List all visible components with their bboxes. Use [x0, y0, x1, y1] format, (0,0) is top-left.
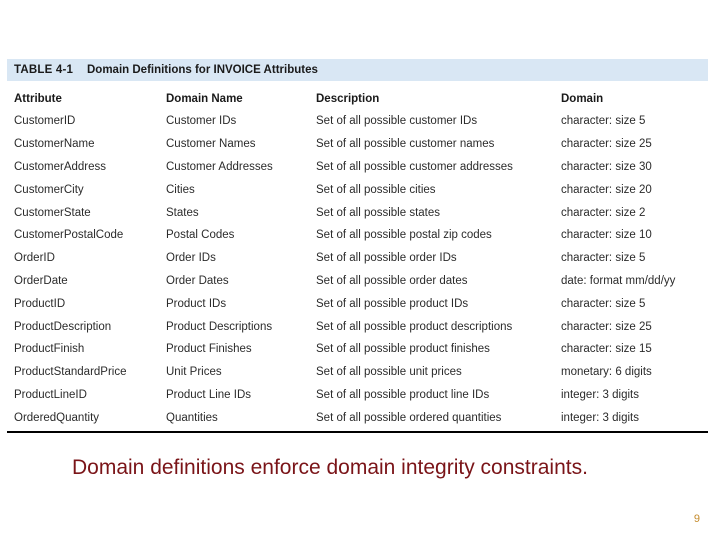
attribute-cell: ProductDescription — [14, 320, 112, 333]
domain-cell: character: size 15 — [561, 343, 652, 356]
table-row — [7, 338, 708, 361]
description-cell: Set of all possible states — [316, 206, 441, 219]
domain-cell: character: size 25 — [561, 320, 652, 333]
domain-name-cell: Customer Names — [166, 138, 256, 151]
description-cell: Set of all possible order dates — [316, 274, 468, 287]
domain-cell: monetary: 6 digits — [561, 366, 652, 379]
description-cell: Set of all possible product line IDs — [316, 388, 490, 401]
domain-name-cell: Order IDs — [166, 252, 216, 265]
table-row — [7, 110, 708, 133]
domain-name-cell: Product Descriptions — [166, 320, 273, 333]
domain-cell: character: size 5 — [561, 115, 646, 128]
domain-cell: character: size 5 — [561, 252, 646, 265]
attribute-cell: ProductLineID — [14, 388, 87, 401]
attribute-cell: CustomerName — [14, 138, 95, 151]
attribute-cell: OrderedQuantity — [14, 411, 100, 424]
attribute-cell: CustomerCity — [14, 183, 84, 196]
description-cell: Set of all possible product descriptions — [316, 320, 513, 333]
header-attribute: Attribute — [14, 93, 62, 105]
table-body — [7, 110, 708, 429]
description-cell: Set of all possible ordered quantities — [316, 411, 502, 424]
table-row — [7, 201, 708, 224]
attribute-cell: OrderID — [14, 252, 55, 265]
description-cell: Set of all possible postal zip codes — [316, 229, 492, 242]
table-number: TABLE 4-1 — [14, 64, 74, 76]
table-row — [7, 224, 708, 247]
table-row — [7, 247, 708, 270]
domain-name-cell: Cities — [166, 183, 195, 196]
description-cell: Set of all possible product IDs — [316, 297, 469, 310]
domain-name-cell: States — [166, 206, 199, 219]
description-cell: Set of all possible order IDs — [316, 252, 457, 265]
description-cell: Set of all possible customer IDs — [316, 115, 478, 128]
attribute-cell: CustomerState — [14, 206, 91, 219]
description-cell: Set of all possible product finishes — [316, 343, 490, 356]
slide-caption: Domain definitions enforce domain integrity constraints. — [72, 456, 588, 479]
header-domain-name: Domain Name — [166, 93, 243, 105]
table-title: Domain Definitions for INVOICE Attributes — [87, 64, 318, 76]
domain-name-cell: Customer IDs — [166, 115, 237, 128]
domain-name-cell: Quantities — [166, 411, 218, 424]
domain-cell: character: size 30 — [561, 160, 652, 173]
table-row — [7, 406, 708, 429]
domain-name-cell: Customer Addresses — [166, 160, 273, 173]
attribute-cell: ProductStandardPrice — [14, 366, 127, 379]
domain-cell: date: format mm/dd/yy — [561, 274, 676, 287]
table-caption — [7, 59, 708, 81]
description-cell: Set of all possible cities — [316, 183, 436, 196]
header-description: Description — [316, 93, 380, 105]
table-row — [7, 384, 708, 407]
domain-cell: character: size 25 — [561, 138, 652, 151]
table-row — [7, 292, 708, 315]
description-cell: Set of all possible unit prices — [316, 366, 462, 379]
attribute-cell: CustomerAddress — [14, 160, 107, 173]
page-number: 9 — [693, 513, 700, 525]
domain-cell: character: size 2 — [561, 206, 646, 219]
table-row — [7, 315, 708, 338]
description-cell: Set of all possible customer addresses — [316, 160, 513, 173]
table-row — [7, 133, 708, 156]
domain-cell: integer: 3 digits — [561, 411, 639, 424]
attribute-cell: OrderDate — [14, 274, 68, 287]
domain-name-cell: Postal Codes — [166, 229, 235, 242]
domain-name-cell: Product Line IDs — [166, 388, 252, 401]
table-row — [7, 156, 708, 179]
attribute-cell: CustomerPostalCode — [14, 229, 124, 242]
attribute-cell: ProductFinish — [14, 343, 85, 356]
domain-name-cell: Unit Prices — [166, 366, 222, 379]
attribute-cell: ProductID — [14, 297, 66, 310]
domain-cell: character: size 20 — [561, 183, 652, 196]
domain-name-cell: Product IDs — [166, 297, 227, 310]
header-domain: Domain — [561, 93, 604, 105]
domain-definitions-table — [7, 59, 708, 433]
domain-cell: character: size 10 — [561, 229, 652, 242]
description-cell: Set of all possible customer names — [316, 138, 495, 151]
domain-name-cell: Product Finishes — [166, 343, 252, 356]
table-header-row — [7, 88, 708, 110]
attribute-cell: CustomerID — [14, 115, 76, 128]
domain-cell: character: size 5 — [561, 297, 646, 310]
domain-name-cell: Order Dates — [166, 274, 229, 287]
table-row — [7, 178, 708, 201]
domain-cell: integer: 3 digits — [561, 388, 639, 401]
table-row — [7, 361, 708, 384]
table-row — [7, 270, 708, 293]
